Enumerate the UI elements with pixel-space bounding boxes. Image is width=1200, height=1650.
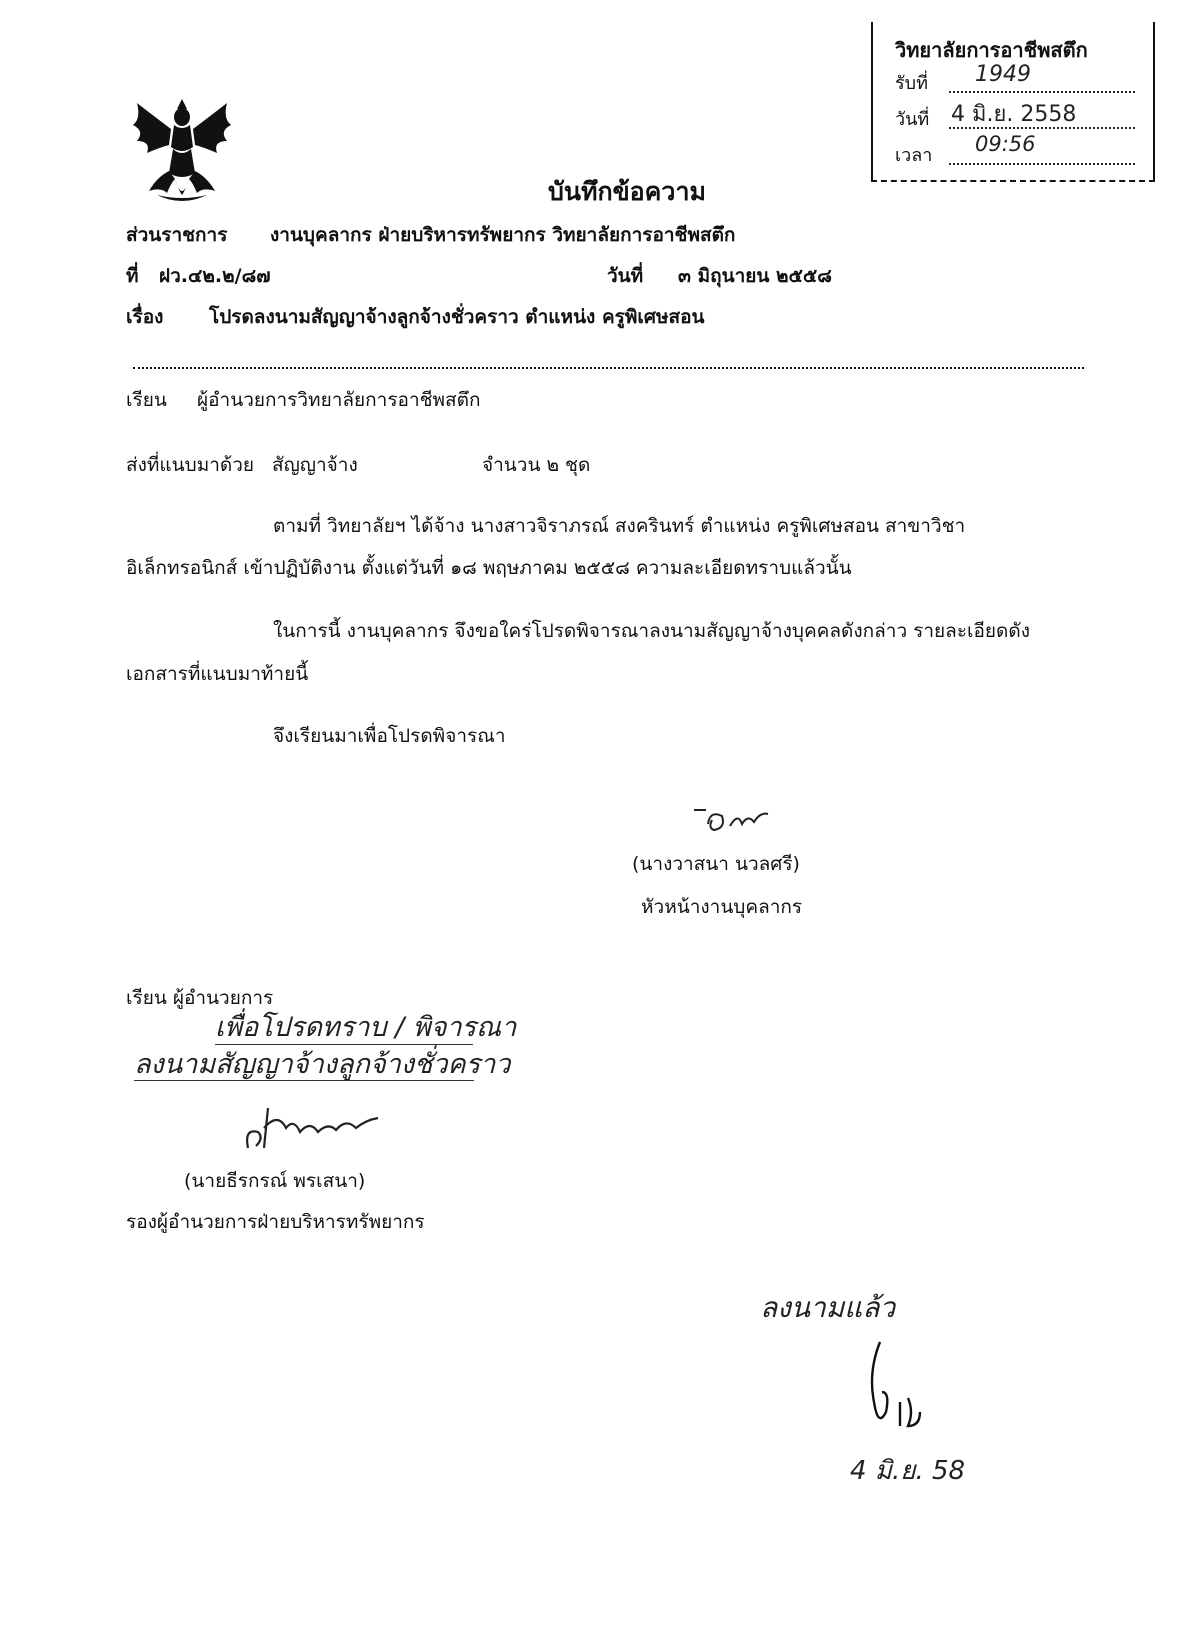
- attach-count: จำนวน ๒ ชุด: [482, 454, 591, 476]
- para1-line2: อิเล็กทรอนิกส์ เข้าปฏิบัติงาน ตั้งแต่วันที่ ๑๘ พฤษภาคม ๒๕๕๘ ความละเอียดทราบแล้วนั้น: [126, 557, 852, 579]
- closing-line: จึงเรียนมาเพื่อโปรดพิจารณา: [273, 725, 506, 747]
- signer1-position: หัวหน้างานบุคลากร: [641, 896, 803, 918]
- to-value: ผู้อำนวยการวิทยาลัยการอาชีพสตึก: [197, 389, 481, 411]
- signature-2: [238, 1098, 408, 1158]
- agency-label: ส่วนราชการ: [126, 224, 228, 246]
- director-signature: [860, 1332, 940, 1442]
- stamp-time-label: เวลา: [895, 145, 933, 166]
- subject-label: เรื่อง: [126, 306, 164, 328]
- ref-value: ฝว.๔๒.๒/๘๗: [159, 265, 271, 287]
- signer1-name: (นางวาสนา นวลศรี): [632, 853, 800, 875]
- stamp-receive-label: รับที่: [895, 73, 928, 94]
- para2-line2: เอกสารที่แนบมาท้ายนี้: [126, 663, 309, 685]
- stamp-time-value: 09:56: [975, 132, 1036, 156]
- para1-line1: ตามที่ วิทยาลัยฯ ได้จ้าง นางสาวจิราภรณ์ สงครินทร์ ตำแหน่ง ครูพิเศษสอน สาขาวิชา: [273, 515, 966, 537]
- to-label: เรียน: [126, 389, 167, 411]
- stamp-date-row: [895, 104, 1135, 133]
- stamp-receive-row: [895, 62, 1135, 97]
- endorsement-note-1: เพื่อโปรดทราบ / พิจารณา: [215, 1012, 517, 1043]
- ref-label: ที่: [126, 265, 139, 287]
- endorsement-signer-position: รองผู้อำนวยการฝ่ายบริหารทรัพยากร: [126, 1211, 425, 1233]
- stamp-date-value: 4 มิ.ย. 2558: [951, 102, 1077, 127]
- director-note: ลงนามแล้ว: [760, 1291, 896, 1324]
- stamp-title: วิทยาลัยการอาชีพสตึก: [895, 38, 1088, 62]
- endorsement-to: เรียน ผู้อำนวยการ: [126, 987, 274, 1009]
- signature-1: [690, 802, 780, 842]
- director-date: 4 มิ.ย. 58: [850, 1456, 966, 1486]
- stamp-date-label: วันที่: [895, 109, 930, 130]
- receipt-stamp: [871, 22, 1155, 182]
- para2-line1: ในการนี้ งานบุคลากร จึงขอใคร่โปรดพิจารณาลงนามสัญญาจ้างบุคคลดังกล่าว รายละเอียดดัง: [273, 620, 1031, 642]
- date-value: ๓ มิถุนายน ๒๕๕๘: [678, 265, 832, 287]
- memo-title: บันทึกข้อความ: [548, 177, 706, 206]
- header-divider: [133, 367, 1084, 369]
- endorsement-note-2: ลงนามสัญญาจ้างลูกจ้างชั่วคราว: [134, 1049, 511, 1080]
- stamp-receive-no: 1949: [975, 62, 1031, 87]
- garuda-emblem: [127, 95, 237, 207]
- stamp-time-row: [895, 132, 1135, 169]
- agency-value: งานบุคลากร ฝ่ายบริหารทรัพยากร วิทยาลัยการอาชีพสตึก: [270, 224, 736, 246]
- attach-label: ส่งที่แนบมาด้วย: [126, 454, 255, 476]
- attach-value: สัญญาจ้าง: [272, 454, 358, 476]
- date-label: วันที่: [607, 265, 644, 287]
- endorsement-signer-name: (นายธีรกรณ์ พรเสนา): [184, 1170, 366, 1192]
- subject-value: โปรดลงนามสัญญาจ้างลูกจ้างชั่วคราว ตำแหน่ง ครูพิเศษสอน: [209, 306, 705, 328]
